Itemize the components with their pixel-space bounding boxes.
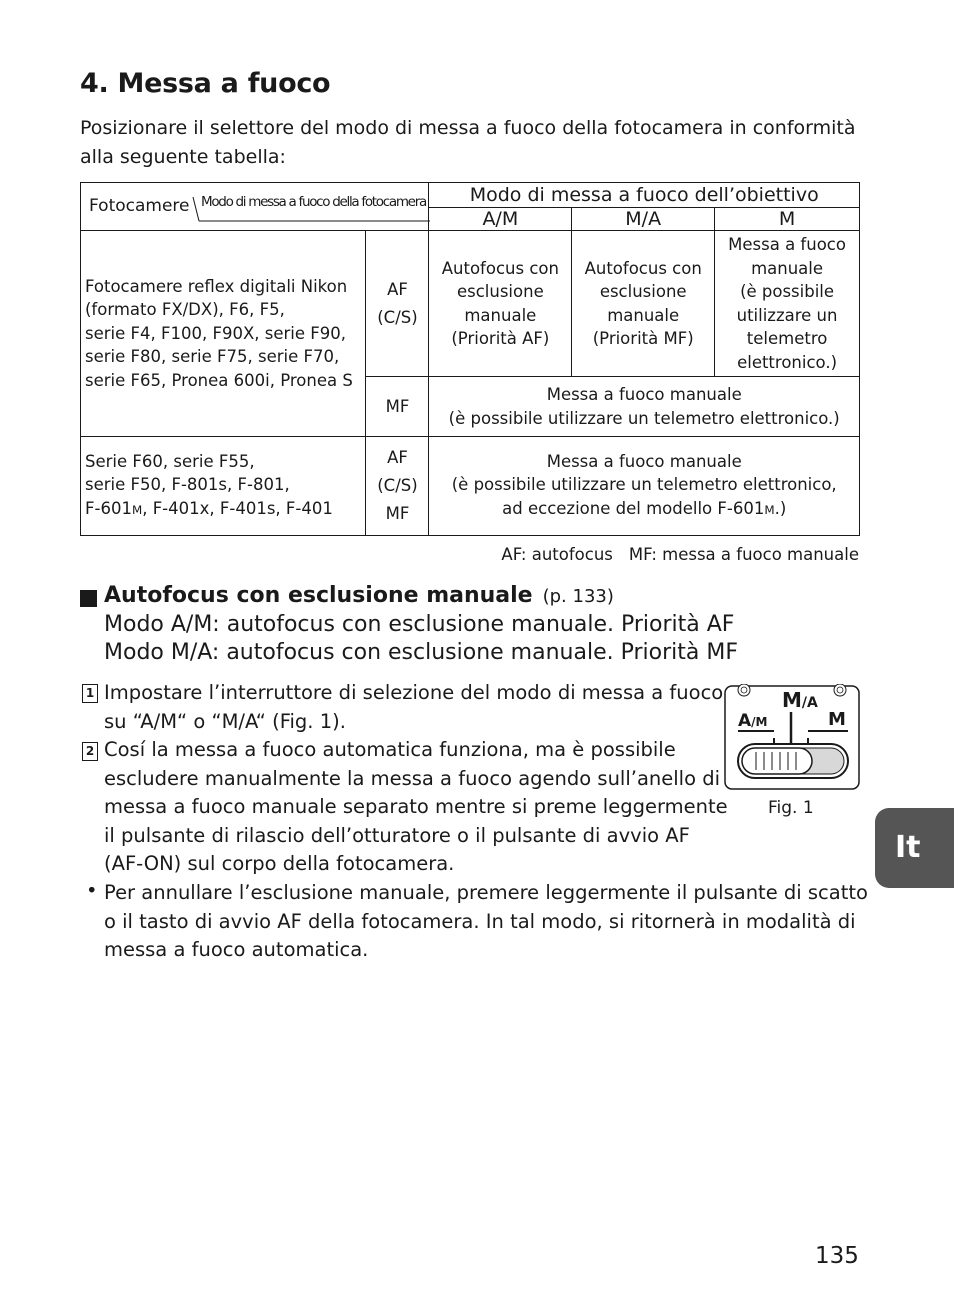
group2-cameras: Serie F60, serie F55, serie F50, F-801s, F-801, F-601M, F-401x, F-401s, F-401 xyxy=(81,437,366,536)
step2-number: 2 xyxy=(82,742,98,761)
col-header-m: M xyxy=(715,207,860,231)
group2-mode: AF (C/S) MF xyxy=(366,437,429,536)
legend-mf: MF: messa a fuoco manuale xyxy=(628,545,859,564)
lens-mode-header: Modo di messa a fuoco dell’obiettivo xyxy=(429,183,860,208)
col-header-ma: M/A xyxy=(572,207,715,231)
figure-caption: Fig. 1 xyxy=(768,798,814,818)
step2-text: Cosí la messa a fuoco automatica funziona, ma è possibile escludere manualmente la messa a fuoco agendo sull’anello di messa a fuoco manuale separato mentre si preme leggermente il pulsante di rilascio dell’otturatore o il pulsante di avvio AF (AF-ON) sul corpo della fotocamera. xyxy=(104,738,728,876)
section-square-icon xyxy=(80,590,97,607)
col-header-am: A/M xyxy=(429,207,572,231)
group1-af-am-cell: Autofocus con esclusione manuale (Priorità AF) xyxy=(429,231,572,377)
switch-label-ma: M/A xyxy=(782,688,818,712)
corner-mode-label: Modo di messa a fuoco della fotocamera xyxy=(201,194,426,210)
corner-camera-label: Fotocamere xyxy=(89,196,190,216)
section-line-ma: Modo M/A: autofocus con esclusione manuale. Priorità MF xyxy=(104,640,738,665)
page-heading: 4. Messa a fuoco xyxy=(80,68,331,99)
group2-result: Messa a fuoco manuale (è possibile utilizzare un telemetro elettronico, ad eccezione del modello F-601M.) xyxy=(429,437,860,536)
focus-switch-figure xyxy=(724,684,860,790)
switch-label-m: M xyxy=(828,709,846,730)
page-number: 135 xyxy=(815,1243,859,1269)
focus-mode-table xyxy=(80,182,860,536)
group1-cameras: Fotocamere reflex digitali Nikon (formato FX/DX), F6, F5, serie F4, F100, F90X, serie F90, serie F80, serie F75, serie F70, serie F65, Pronea 600i, Pronea S xyxy=(81,231,366,437)
section-line-am: Modo A/M: autofocus con esclusione manuale. Priorità AF xyxy=(104,612,735,637)
legend-af: AF: autofocus xyxy=(501,545,613,564)
step1-number: 1 xyxy=(82,684,98,703)
intro-text: Posizionare il selettore del modo di messa a fuoco della fotocamera in conformità alla seguente tabella: xyxy=(80,117,856,168)
group1-mf-result: Messa a fuoco manuale (è possibile utilizzare un telemetro elettronico.) xyxy=(429,377,860,437)
bullet-text: Per annullare l’esclusione manuale, premere leggermente il pulsante di scatto o il tasto di avvio AF della fotocamera. In tal modo, si ritornerà in modalità di messa a fuoco automatica. xyxy=(104,881,868,962)
section-page-ref: (p. 133) xyxy=(542,586,614,607)
table-corner-cell xyxy=(81,183,429,231)
switch-label-am: A/M xyxy=(738,711,768,731)
group1-af-m-cell: Messa a fuoco manuale (è possibile utilizzare un telemetro elettronico.) xyxy=(715,231,860,377)
group1-af-mode: AF (C/S) xyxy=(366,231,429,377)
section-title: Autofocus con esclusione manuale (p. 133) xyxy=(104,583,614,608)
language-tab: It xyxy=(875,808,954,888)
step1-text: Impostare l’interruttore di selezione del modo di messa a fuoco su “A/M“ o “M/A“ (Fig. 1). xyxy=(104,681,724,733)
table-legend xyxy=(501,545,859,564)
group1-mf-mode: MF xyxy=(366,377,429,437)
bullet-marker: • xyxy=(86,879,98,902)
group1-af-ma-cell: Autofocus con esclusione manuale (Priorità MF) xyxy=(572,231,715,377)
